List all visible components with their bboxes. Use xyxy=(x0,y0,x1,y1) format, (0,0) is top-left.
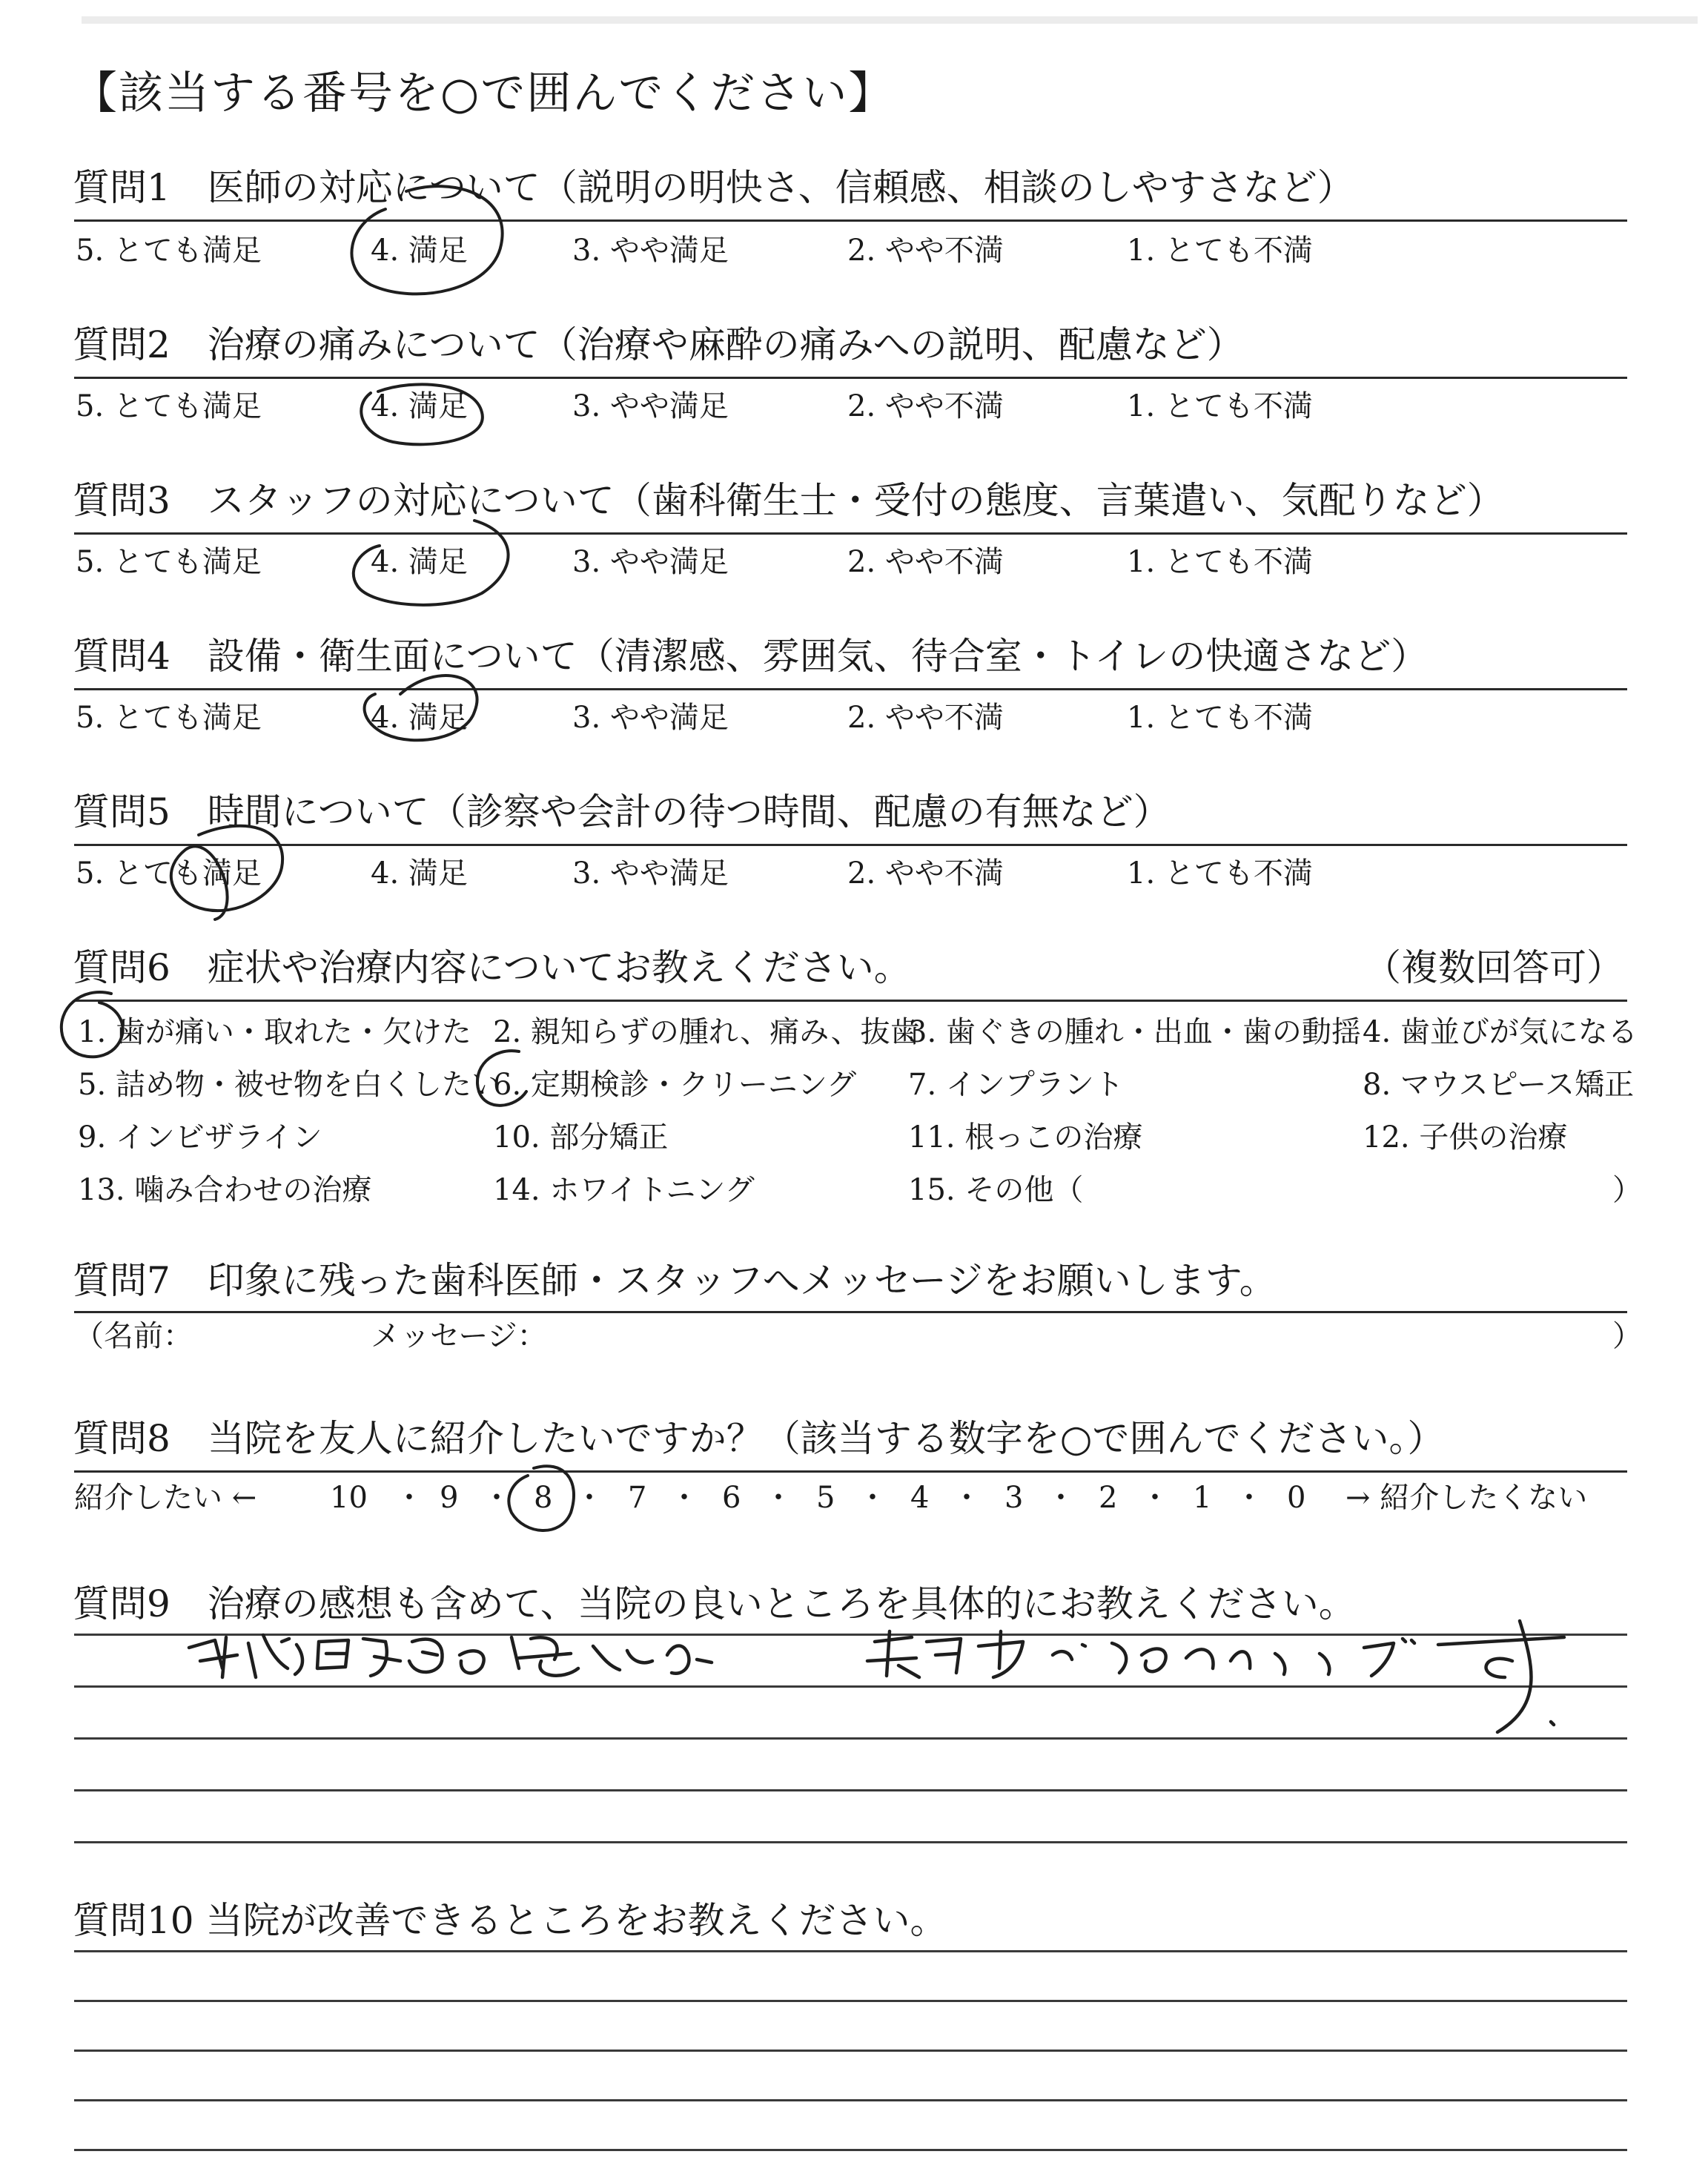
q8-score-2[interactable]: 2 xyxy=(1099,1481,1118,1515)
q1-option-3[interactable]: 3. やや満足 xyxy=(572,234,729,268)
q3-option-2[interactable]: 2. やや不満 xyxy=(847,545,1004,579)
q8-score-6[interactable]: 6 xyxy=(722,1481,741,1515)
q5-title: 質問5 時間について（診察や会計の待つ時間、配慮の有無など） xyxy=(73,790,1171,833)
q8-separator: ・ xyxy=(764,1481,793,1515)
q1-option-1[interactable]: 1. とても不満 xyxy=(1127,234,1313,268)
q8-left-label: 紹介したい ← xyxy=(74,1481,257,1515)
q8-separator: ・ xyxy=(394,1481,424,1515)
q6-item-15[interactable]: 15. その他（ xyxy=(908,1173,1084,1207)
q8-score-7[interactable]: 7 xyxy=(628,1481,647,1515)
q5-option-4[interactable]: 4. 満足 xyxy=(371,856,468,891)
q8-separator: ・ xyxy=(858,1481,887,1515)
q6-item-5[interactable]: 5. 詰め物・被せ物を白くしたい xyxy=(78,1068,501,1102)
q8-separator: ・ xyxy=(1140,1481,1170,1515)
q5-circle-mark xyxy=(171,826,282,919)
q6-item-6[interactable]: 6. 定期検診・クリーニング xyxy=(493,1068,857,1102)
q6-item-7[interactable]: 7. インプラント xyxy=(908,1068,1124,1102)
q6-title: 質問6 症状や治療内容についてお教えください。 xyxy=(73,946,911,989)
q6-item-3[interactable]: 3. 歯ぐきの腫れ・出血・歯の動揺 xyxy=(908,1015,1361,1049)
q8-score-3[interactable]: 3 xyxy=(1004,1481,1024,1515)
q4-circle-mark xyxy=(365,676,477,740)
q6-item-9[interactable]: 9. インビザライン xyxy=(78,1120,322,1155)
q9-title: 質問9 治療の感想も含めて、当院の良いところを具体的にお教えください。 xyxy=(73,1582,1356,1625)
q8-score-1[interactable]: 1 xyxy=(1193,1481,1212,1515)
q2-option-2[interactable]: 2. やや不満 xyxy=(847,389,1004,423)
q7-name-label[interactable]: （名前： xyxy=(74,1319,193,1353)
q3-circle-mark xyxy=(354,521,509,605)
q3-title: 質問3 スタッフの対応について（歯科衛生士・受付の態度、言葉遣い、気配りなど） xyxy=(73,479,1504,522)
q4-option-2[interactable]: 2. やや不満 xyxy=(847,701,1004,735)
q6-item-2[interactable]: 2. 親知らずの腫れ、痛み、抜歯 xyxy=(493,1015,920,1049)
q6-item6-circle-mark xyxy=(477,1051,526,1106)
q7-message-label[interactable]: メッセージ： xyxy=(371,1319,547,1353)
q2-option-5[interactable]: 5. とても満足 xyxy=(76,389,262,423)
q8-score-10[interactable]: 10 xyxy=(330,1481,368,1515)
q6-item-14[interactable]: 14. ホワイトニング xyxy=(493,1173,755,1207)
q6-item-12[interactable]: 12. 子供の治療 xyxy=(1363,1120,1568,1155)
q3-option-4[interactable]: 4. 満足 xyxy=(371,545,468,579)
q8-separator: ・ xyxy=(1234,1481,1264,1515)
q4-option-4[interactable]: 4. 満足 xyxy=(371,701,468,735)
q7-title: 質問7 印象に残った歯科医師・スタッフへメッセージをお願いします。 xyxy=(73,1259,1277,1302)
q1-option-4[interactable]: 4. 満足 xyxy=(371,234,468,268)
q6-item-8[interactable]: 8. マウスピース矯正 xyxy=(1363,1068,1635,1102)
q2-circle-mark xyxy=(361,384,483,444)
q8-score-9[interactable]: 9 xyxy=(440,1481,459,1515)
q4-title: 質問4 設備・衛生面について（清潔感、雰囲気、待合室・トイレの快適さなど） xyxy=(73,635,1429,678)
q8-score-8[interactable]: 8 xyxy=(534,1481,553,1515)
q2-option-4[interactable]: 4. 満足 xyxy=(371,389,468,423)
q3-option-5[interactable]: 5. とても満足 xyxy=(76,545,262,579)
q3-option-3[interactable]: 3. やや満足 xyxy=(572,545,729,579)
q6-note: （複数回答可） xyxy=(1364,946,1623,989)
q4-option-1[interactable]: 1. とても不満 xyxy=(1127,701,1313,735)
q8-separator: ・ xyxy=(575,1481,604,1515)
q9-handwritten-answer-strokes xyxy=(189,1621,1564,1732)
q6-item-13[interactable]: 13. 噛み合わせの治療 xyxy=(78,1173,372,1207)
q2-option-3[interactable]: 3. やや満足 xyxy=(572,389,729,423)
q2-title: 質問2 治療の痛みについて（治療や麻酔の痛みへの説明、配慮など） xyxy=(73,323,1244,366)
q2-option-1[interactable]: 1. とても不満 xyxy=(1127,389,1313,423)
q8-score-0[interactable]: 0 xyxy=(1287,1481,1306,1515)
q5-option-2[interactable]: 2. やや不満 xyxy=(847,856,1004,891)
q7-close-paren: ） xyxy=(1612,1319,1642,1353)
q8-separator: ・ xyxy=(669,1481,699,1515)
q5-option-3[interactable]: 3. やや満足 xyxy=(572,856,729,891)
q6-other-close-paren: ） xyxy=(1612,1173,1642,1207)
q1-circle-mark xyxy=(351,186,502,294)
q8-score-4[interactable]: 4 xyxy=(910,1481,930,1515)
q4-option-5[interactable]: 5. とても満足 xyxy=(76,701,262,735)
q3-option-1[interactable]: 1. とても不満 xyxy=(1127,545,1313,579)
q4-option-3[interactable]: 3. やや満足 xyxy=(572,701,729,735)
q8-separator: ・ xyxy=(1046,1481,1076,1515)
q6-item-10[interactable]: 10. 部分矯正 xyxy=(493,1120,669,1155)
q8-right-label: → 紹介したくない xyxy=(1345,1481,1588,1515)
q1-title: 質問1 医師の対応について（説明の明快さ、信頼感、相談のしやすさなど） xyxy=(73,166,1354,209)
q10-title: 質問10 当院が改善できるところをお教えください。 xyxy=(73,1899,947,1942)
q6-item-1[interactable]: 1. 歯が痛い・取れた・欠けた xyxy=(78,1015,471,1049)
q6-item-11[interactable]: 11. 根っこの治療 xyxy=(908,1120,1143,1155)
q8-score-5[interactable]: 5 xyxy=(816,1481,835,1515)
page-header: 【該当する番号を○で囲んでください】 xyxy=(73,67,895,119)
q8-circle-mark xyxy=(509,1466,574,1530)
q8-separator: ・ xyxy=(482,1481,512,1515)
q5-option-1[interactable]: 1. とても不満 xyxy=(1127,856,1313,891)
q5-option-5[interactable]: 5. とても満足 xyxy=(76,856,262,891)
q6-item-4[interactable]: 4. 歯並びが気になる xyxy=(1363,1015,1638,1049)
q8-separator: ・ xyxy=(952,1481,982,1515)
q8-title: 質問8 当院を友人に紹介したいですか？（該当する数字を○で囲んでください。） xyxy=(73,1417,1445,1460)
q6-item1-circle-mark xyxy=(62,992,123,1057)
q1-option-2[interactable]: 2. やや不満 xyxy=(847,234,1004,268)
q1-option-5[interactable]: 5. とても満足 xyxy=(76,234,262,268)
